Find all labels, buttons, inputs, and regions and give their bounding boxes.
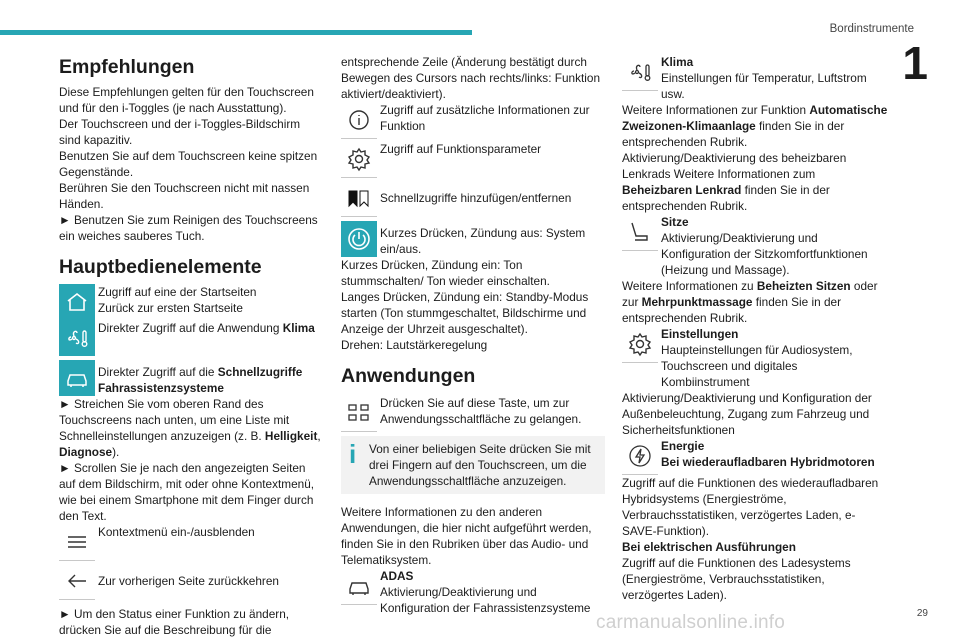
klima-p2-text: Aktivierung/Deaktivierung des beheizbaren Lenkrads Weitere Informationen zum [622,151,847,181]
back-arrow-icon [59,563,95,600]
adas-title: ADAS [380,569,414,583]
paragraph-energie-2: Zugriff auf die Funktionen des Ladesystems (Energieströme, Verbrauchsstatistiken, verzögertes Laden). [622,556,851,602]
back-item [59,563,323,600]
back-text: Zur vorherigen Seite zurückkehren [98,574,279,588]
lightning-bolt-icon [622,438,658,475]
swipe-bold-2: Diagnose [59,445,113,459]
sitze-p-bold-1: Beheizten Sitzen [756,279,851,293]
power-item [341,221,605,257]
note-text: Von einer beliebigen Seite drücken Sie mit drei Fingern auf den Touchscreen, um die Anwendungsschaltfläche anzuzeigen. [369,442,591,488]
column-1 [59,54,323,638]
bookmark-text: Schnellzugriffe hinzufügen/entfernen [380,191,572,205]
info-text: Zugriff auf zusätzliche Informationen zur Funktion [380,103,590,133]
paragraph: Langes Drücken, Zündung ein: Standby-Modus starten (Ton stummgeschaltet, Bildschirme und Anzeige der Uhrzeit ausgeschaltet). [341,290,589,336]
einstellungen-item [622,326,888,390]
paragraph-scroll: ► Scrollen Sie je nach den angezeigten Seiten auf dem Bildschirm, mit oder ohne Kontextmenü, wie bei einem Smartphone mit dem Finger durch den Text. [59,461,315,523]
energie-subtitle-2: Bei elektrischen Ausführungen [622,540,796,554]
home-text-1: Zugriff auf eine der Startseiten [98,285,257,299]
sitze-p-mid: oder zur [622,279,878,309]
klima-text: Direkter Zugriff auf die Anwendung [98,321,283,335]
paragraph-sitze [622,278,888,326]
klima-bold: Klima [282,321,315,335]
bookmark-icon [341,180,377,217]
klima-app-item [622,54,888,102]
power-icon [341,221,377,257]
klima-p1-bold: Automatische Zweizonen-Klimaanlage [622,103,888,133]
section-header-title: Bordinstrumente [829,23,914,35]
page-number: 29 [916,608,928,619]
klima-p1-end: finden Sie in der entsprechenden Rubrik. [622,119,845,149]
sitze-p-text: Weitere Informationen zu [622,279,757,293]
home-text-2: Zurück zur ersten Startseite [98,301,243,315]
adas-shortcut-item [59,360,323,396]
adas-shortcut-bold: Schnellzugriffe Fahrassistenzsysteme [98,365,303,395]
swipe-text: ► Streichen Sie vom oberen Rand des Touchscreens nach unten, um eine Liste mit Schnelleinstellungen anzuzeigen (z. B. [59,397,290,443]
adas-shortcut-text: Direkter Zugriff auf die [98,365,218,379]
gear-text: Zugriff auf Funktionsparameter [380,142,542,156]
watermark: carmanualsonline.info [596,612,786,633]
klima-title: Klima [661,55,694,69]
heading-hauptbedienelemente: Hauptbedienelemente [59,256,262,278]
bookmark-item [341,180,605,217]
sitze-title: Sitze [661,215,689,229]
energie-item [622,438,888,475]
info-note-box [341,436,605,494]
paragraph-klima-2 [622,150,888,214]
adas-item [341,568,605,616]
paragraph: Diese Empfehlungen gelten für den Touchscreen und für den i-Toggles (je nach Ausstattung). [59,85,314,115]
power-text: Kurzes Drücken, Zündung aus: System ein/aus. [380,226,586,256]
fan-thermometer-icon [59,320,95,356]
paragraph-energie-1: Zugriff auf die Funktionen des wiederaufladbaren Hybridsystems (Energieströme, Verbrauchsstatistiken, verzögertes Laden, e-SAVE-Funktion). [622,476,879,538]
einstellungen-title: Einstellungen [661,327,739,341]
paragraph: Der Touchscreen und der i-Toggles-Bildschirm sind kapazitiv. [59,117,301,147]
paragraph: Kurzes Drücken, Zündung ein: Ton stummschalten/ Ton wieder einschalten. [341,258,550,288]
paragraph-status: ► Um den Status einer Funktion zu ändern, drücken Sie auf die Beschreibung für die [59,607,290,637]
paragraph-more: Weitere Informationen zu den anderen Anwendungen, die hier nicht aufgeführt werden, finden Sie in den Rubriken über das Audio- und Telematiksystem. [341,505,592,567]
seat-icon [622,214,658,251]
heading-empfehlungen: Empfehlungen [59,56,195,78]
gear-item [341,141,605,178]
energie-title: Energie [661,439,705,453]
energie-subtitle: Bei wiederaufladbaren Hybridmotoren [661,455,875,469]
gear-icon [341,141,377,178]
fan-thermometer-icon [622,54,658,91]
klima-app-text: Einstellungen für Temperatur, Luftstrom usw. [661,71,867,101]
swipe-end: ). [112,445,120,459]
apps-grid-icon [341,395,377,432]
adas-text: Aktivierung/Deaktivierung und Konfiguration der Fahrassistenzsysteme [380,585,591,615]
sitze-text: Aktivierung/Deaktivierung und Konfiguration der Sitzkomfortfunktionen (Heizung und Massage). [661,231,868,277]
apps-item [341,395,605,432]
einstellungen-text: Haupteinstellungen für Audiosystem, Touchscreen und digitales Kombiinstrument [661,343,853,389]
info-icon [341,102,377,139]
info-i-icon: i [349,439,357,469]
sitze-p-end: finden Sie in der entsprechenden Rubrik. [622,295,842,325]
swipe-sep: , [317,429,321,443]
klima-item [59,320,323,356]
apps-text: Drücken Sie auf diese Taste, um zur Anwendungsschaltfläche zu gelangen. [380,396,582,426]
paragraph: Drehen: Lautstärkeregelung [341,338,488,352]
menu-text: Kontextmenü ein-/ausblenden [98,525,255,539]
paragraph-swipe [59,396,323,460]
sitze-item [622,214,888,278]
info-item [341,102,605,139]
header-accent-bar [0,30,472,35]
car-icon [341,568,377,605]
hamburger-menu-icon [59,524,95,561]
paragraph: Benutzen Sie auf dem Touchscreen keine spitzen Gegenstände. [59,149,318,179]
home-item [59,284,323,320]
paragraph-einstellungen: Aktivierung/Deaktivierung und Konfiguration der Außenbeleuchtung, Zugang zum Fahrzeug und Sicherheitsfunktionen [622,391,872,437]
home-icon [59,284,95,320]
car-icon [59,360,95,396]
menu-item [59,524,323,561]
paragraph: ► Benutzen Sie zum Reinigen des Touchscreens ein weiches sauberes Tuch. [59,213,318,243]
column-3 [622,54,888,603]
paragraph: Berühren Sie den Touchscreen nicht mit nassen Händen. [59,181,310,211]
column-2 [341,54,605,616]
paragraph-continued: entsprechende Zeile (Änderung bestätigt durch Bewegen des Cursors nach rechts/links: Funktion aktiviert/deaktiviert). [341,55,601,101]
sitze-p-bold-2: Mehrpunktmassage [641,295,753,309]
swipe-bold-1: Helligkeit [264,429,318,443]
paragraph-klima-1 [622,102,888,150]
heading-anwendungen: Anwendungen [341,365,476,387]
chapter-number: 1 [902,37,928,89]
klima-p2-bold: Beheizbaren Lenkrad [622,183,742,197]
klima-p2-end: finden Sie in der entsprechenden Rubrik. [622,183,830,213]
gear-icon [622,326,658,363]
klima-p1-text: Weitere Informationen zur Funktion [622,103,810,117]
